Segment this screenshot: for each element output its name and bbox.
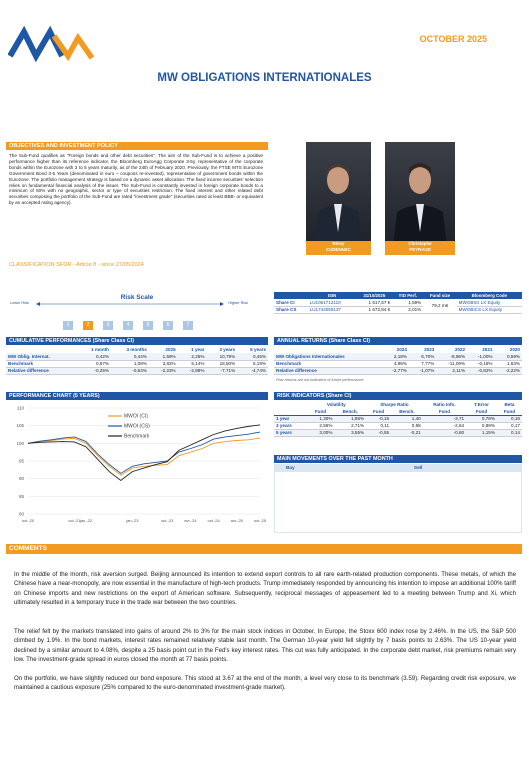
cumulative-cell: -2,88%: [178, 367, 207, 374]
share-header-cell: Fund size: [429, 293, 451, 298]
risk-cell: 0,11: [366, 422, 391, 429]
y-tick-label: 90: [18, 476, 24, 482]
comments-paragraph-2: The relief felt by the markets translated into gains of around 2% to 3% for the main stock indices in October. In Europe, the Stoxx 600 index rose by 2.46%. In the US, the S&P 500 climbed by 1.9%. In the bond markets, interest rates remained relatively stable last month. The German 10-year yield fell slightly by 7 basis points to 2.63%. The US 10-year yield declined by a similar amount to 4.08%, despite a 25 basis point cut in the Fed's key interest rates. This cut was fully anticipated. In the corporate debt market, risk premiums remain very low. The investment-grade spread in euros closed the month at 77 basis points.: [14, 628, 516, 663]
cumulative-row: [6, 367, 268, 374]
annual-cell: -8,96%: [436, 353, 467, 360]
risk-sub-cell: Fund: [466, 408, 497, 415]
annual-cell: -2,22%: [494, 367, 522, 374]
annual-cell: -2,77%: [381, 367, 408, 374]
risk-cell: 0,78%: [466, 415, 497, 422]
annual-cell: MW Obligations Internationales: [274, 353, 381, 360]
share-cell: 1 672,84 €: [356, 306, 392, 313]
share-row: [274, 306, 522, 313]
x-tick-label: oct.-25: [253, 518, 267, 523]
comments-paragraph-3: On the portfolio, we have slightly reduced our bond exposure. This stood at 3.67 at the end of the month, a level very close to its benchmark (3.59). Regarding credit risk exposure, we maintained a cautious exposure (25% compared to the euro-denominated investment-grade market).: [14, 675, 516, 692]
y-tick-label: 85: [18, 493, 24, 499]
share-cell: 2,01%: [392, 306, 423, 313]
risk-scale-lower-label: Lower Risk: [10, 301, 29, 305]
share-cell: 1,59%: [392, 299, 423, 306]
risk-group-cell: Volatility: [326, 402, 346, 407]
objectives-text: The Sub-Fund qualifies as "Foreign bonds and other debt securities". The aim of the Sub-Fund is to achieve a positive performance higher than its reference indicator, the Bloomberg EuroAgg Corporate 3-5y, representative of the corporate bonds within the Eurozone with 3 to 5 years maturity, as of the 24th of February 2020. Previously, the FTSE MTS Eurozone Government Bond 3-5 Years (denominated in euro – coupons re-invested), representative of government bonds within the Eurozone. The portfolio management strategy is based on a dynamic asset allocation. The fixed income securities' selection relies on fundamental financial analysis of the issuer. The Sub-Fund is constantly invested in foreign corporate bonds to a minimum of 50% with no geographic, sector or type of securities restriction. The fixed interest and other related debt securities composing the portfolio of the Sub-Fund are rated "investment grade" (securities rated at least BBB- or equivalent by an accepted rating agency).: [9, 153, 263, 206]
risk-cell: 3,00%: [307, 429, 335, 436]
x-tick-label: avr.-24: [184, 518, 197, 523]
risk-sub-cell: Fund: [307, 408, 335, 415]
manager-1-caption: [306, 241, 371, 255]
share-cell: LU1744059137: [308, 306, 357, 313]
legend-label-2: Benchmark: [124, 433, 150, 440]
cumulative-cell: Benchmark: [6, 360, 77, 367]
comments-paragraph-1: In the middle of the month, risk aversion surged. Beijing announced its intention to extend export controls to all rare earth-related production components. These metals, of which the Chinese have a near-monopoly, are now essential in the manufacture of high-tech products. Trump immediately responded by announcing his intention to impose an additional 100% tariff on Chinese imports and new restrictions on the export of American software. Subsequently, reciprocal messages of appeasement led to a meeting between Trump and Xi, which ultimately resulted in a temporary truce in the trade war between the two countries.: [14, 571, 516, 606]
risk-indicators-heading: RISK INDICATORS (Share CI): [274, 392, 522, 400]
annual-cell: Relative difference: [274, 367, 381, 374]
risk-sub-cell: Bench.: [334, 408, 366, 415]
manager-2-caption: [385, 241, 455, 255]
cumulative-table: [6, 346, 268, 375]
annual-note: Past returns are not indicative of future performance: [276, 378, 364, 382]
buy-label: Buy: [286, 465, 295, 470]
risk-cell: 3,55%: [334, 429, 366, 436]
risk-cell: 3 years: [274, 422, 307, 429]
risk-cell: 0,19: [497, 415, 522, 422]
cumulative-cell: 0,67%: [77, 360, 111, 367]
cumulative-cell: 5,19%: [237, 360, 268, 367]
cumulative-cell: -0,25%: [77, 367, 111, 374]
cumulative-cell: 0,45%: [237, 353, 268, 360]
annual-header-cell: 2022: [454, 347, 466, 352]
annual-cell: -11,09%: [436, 360, 467, 367]
cumulative-header-cell: 1 month: [91, 347, 109, 352]
annual-cell: 6,70%: [409, 353, 436, 360]
annual-cell: 4,95%: [381, 360, 408, 367]
y-tick-label: 105: [16, 423, 24, 429]
cumulative-header-cell: 2025: [165, 347, 176, 352]
annual-cell: 7,77%: [409, 360, 436, 367]
risk-cell: -0,15: [366, 415, 391, 422]
cumulative-header-cell: 3 months: [126, 347, 147, 352]
risk-level-5: 5: [143, 321, 153, 330]
x-tick-label: oct.-21: [68, 518, 81, 523]
manager-2-first-name: Christophe: [408, 241, 432, 246]
risk-cell: -3,71: [423, 415, 466, 422]
risk-cell: -0,21: [391, 429, 423, 436]
risk-cell: 5 years: [274, 429, 307, 436]
risk-group-empty: [274, 401, 307, 408]
risk-level-2: 2: [83, 321, 93, 330]
cumulative-cell: -0,64%: [111, 367, 149, 374]
risk-cell: -0,80: [423, 429, 466, 436]
cumulative-cell: 3,82%: [149, 360, 178, 367]
cumulative-row: [6, 353, 268, 360]
annual-cell: -1,00%: [467, 353, 494, 360]
series-line-0: [28, 438, 260, 475]
risk-cell: 1 year: [274, 415, 307, 422]
risk-sub-cell: Fund: [423, 408, 466, 415]
risk-sub-header: [274, 408, 522, 415]
annual-cell: -0,18%: [467, 360, 494, 367]
annual-row: [274, 353, 522, 360]
risk-sub-cell: Bench.: [391, 408, 423, 415]
share-cell: 1 617,57 €: [356, 299, 392, 306]
comments-heading: COMMENTS: [6, 544, 522, 554]
share-cell: 79,2 m€: [423, 299, 456, 313]
cumulative-cell: Relative difference: [6, 367, 77, 374]
x-tick-label: jan.-23: [126, 518, 139, 523]
cumulative-cell: 2,25%: [178, 353, 207, 360]
annual-row: [274, 367, 522, 374]
risk-sub-cell: Fund: [497, 408, 522, 415]
risk-scale: [6, 292, 268, 328]
risk-sub-cell: Fund: [366, 408, 391, 415]
cumulative-header-cell: [6, 346, 77, 353]
movements-header-row: [274, 464, 522, 471]
cumulative-cell: 0,42%: [77, 353, 111, 360]
annual-cell: Benchmark: [274, 360, 381, 367]
risk-level-4: 4: [123, 321, 133, 330]
risk-indicators-table: [274, 401, 522, 437]
cumulative-header-cell: 5 years: [250, 347, 266, 352]
share-header-cell: Bloomberg Code: [471, 293, 508, 298]
share-cell: Share CI: [274, 299, 308, 306]
share-header-cell: 31/10/2025: [363, 293, 386, 298]
y-tick-label: 110: [16, 405, 24, 411]
cumulative-cell: -4,74%: [237, 367, 268, 374]
share-cell: MWOBICI LX Equity: [457, 299, 522, 306]
risk-level-1: 1: [63, 321, 73, 330]
cumulative-cell: 1,59%: [149, 353, 178, 360]
annual-cell: 1,63%: [494, 360, 522, 367]
risk-level-3: 3: [103, 321, 113, 330]
risk-sub-cell: [274, 408, 307, 415]
risk-group-cell: T.Error: [474, 402, 489, 407]
risk-cell: 0,98: [391, 422, 423, 429]
cumulative-row: [6, 360, 268, 367]
cumulative-header-cell: 1 year: [191, 347, 205, 352]
risk-scale-higher-label: Higher Risk: [228, 301, 248, 305]
cumulative-cell: 1,08%: [111, 360, 149, 367]
risk-scale-levels: [63, 313, 203, 331]
risk-group-cell: Beta: [504, 402, 515, 407]
annual-cell: 2,18%: [381, 353, 408, 360]
risk-cell: -2,64: [423, 422, 466, 429]
annual-header-cell: 2021: [482, 347, 493, 352]
fund-title: MW OBLIGATIONS INTERNATIONALES: [157, 72, 372, 84]
perf-chart-heading: PERFORMANCE CHART (5 YEARS): [6, 392, 268, 400]
report-month: OCTOBER 2025: [419, 34, 487, 44]
cumulative-cell: MW Oblig. Internat.: [6, 353, 77, 360]
cumulative-cell: 0,44%: [111, 353, 149, 360]
performance-chart: [6, 402, 268, 528]
x-tick-label: oct.-23: [161, 518, 174, 523]
risk-cell: 0,17: [497, 422, 522, 429]
legend-label-1: MWOI (CS): [124, 423, 150, 430]
manager-photo-2: [385, 142, 455, 255]
x-tick-label: jan.-22: [79, 518, 93, 523]
risk-scale-arrow: [36, 301, 224, 307]
annual-cell: 0,59%: [494, 353, 522, 360]
share-header-cell: YtD Perf.: [398, 293, 418, 298]
annual-row: [274, 360, 522, 367]
risk-row: [274, 429, 522, 436]
risk-cell: 1,40: [391, 415, 423, 422]
annual-cell: -1,07%: [409, 367, 436, 374]
risk-level-6: 6: [163, 321, 173, 330]
x-tick-label: avr.-25: [230, 518, 243, 523]
cumulative-cell: 10,79%: [206, 353, 237, 360]
share-cell: Share CS: [274, 306, 308, 313]
annual-cell: -0,82%: [467, 367, 494, 374]
cumulative-cell: 5,14%: [178, 360, 207, 367]
company-logo: [8, 22, 96, 62]
x-tick-label: oct.-20: [21, 518, 35, 523]
annual-header-cell: 2023: [424, 347, 435, 352]
share-table-header: [274, 292, 522, 299]
cumulative-header: [6, 346, 268, 353]
risk-row: [274, 415, 522, 422]
risk-group-cell: Sharpe Ratio: [380, 402, 409, 407]
cumulative-cell: -2,23%: [149, 367, 178, 374]
annual-header-cell: [274, 346, 381, 353]
objectives-heading: OBJECTIVES AND INVESTMENT POLICY: [6, 142, 268, 150]
annual-cell: 2,11%: [436, 367, 467, 374]
risk-scale-title: Risk Scale: [120, 294, 154, 301]
manager-1-first-name: Rémy: [332, 241, 345, 246]
risk-cell: 2,56%: [307, 422, 335, 429]
cumulative-heading: CUMULATIVE PERFORMANCES (Share Class CI): [6, 337, 268, 345]
legend-label-0: MWOI (CI): [124, 413, 148, 420]
sfdr-classification: CLASSIFICATION SFDR - Article 8 - since 27/05/2024: [9, 262, 144, 268]
annual-header-cell: 2024: [396, 347, 407, 352]
movements-body: [274, 471, 522, 533]
manager-1-last-name: CUDENNEC: [326, 247, 351, 252]
cumulative-cell: -7,71%: [206, 367, 237, 374]
movements-heading: MAIN MOVEMENTS OVER THE PAST MONTH: [274, 455, 522, 463]
share-info-table: [274, 292, 522, 314]
share-row: [274, 299, 522, 306]
annual-header: [274, 346, 522, 353]
cumulative-cell: 18,50%: [206, 360, 237, 367]
risk-cell: 1,86%: [334, 415, 366, 422]
share-cell: MWOBICS LX Equity: [457, 306, 522, 313]
annual-heading: ANNUAL RETURNS (Share Class CI): [274, 337, 522, 345]
y-tick-label: 80: [18, 511, 24, 517]
share-header-cell: [274, 292, 308, 299]
risk-cell: -0,55: [366, 429, 391, 436]
risk-cell: 0,89%: [466, 422, 497, 429]
share-header-cell: ISIN: [327, 293, 337, 298]
annual-table: [274, 346, 522, 375]
risk-group-cell: Ratio Info.: [433, 402, 456, 407]
risk-cell: 1,30%: [307, 415, 335, 422]
sell-label: Sell: [414, 465, 423, 470]
risk-cell: 0,14: [497, 429, 522, 436]
manager-2-last-name: PEYRAUD: [409, 247, 431, 252]
annual-header-cell: 2020: [509, 347, 520, 352]
y-tick-label: 95: [18, 458, 24, 464]
cumulative-header-cell: 3 years: [219, 347, 236, 352]
risk-row: [274, 422, 522, 429]
manager-photo-1: [306, 142, 371, 255]
risk-cell: 2,71%: [334, 422, 366, 429]
share-cell: LU1061712110: [308, 299, 357, 306]
risk-cell: 1,15%: [466, 429, 497, 436]
risk-group-header: [274, 401, 522, 408]
y-tick-label: 100: [16, 440, 24, 446]
risk-level-7: 7: [183, 321, 193, 330]
x-tick-label: oct.-24: [207, 518, 220, 523]
